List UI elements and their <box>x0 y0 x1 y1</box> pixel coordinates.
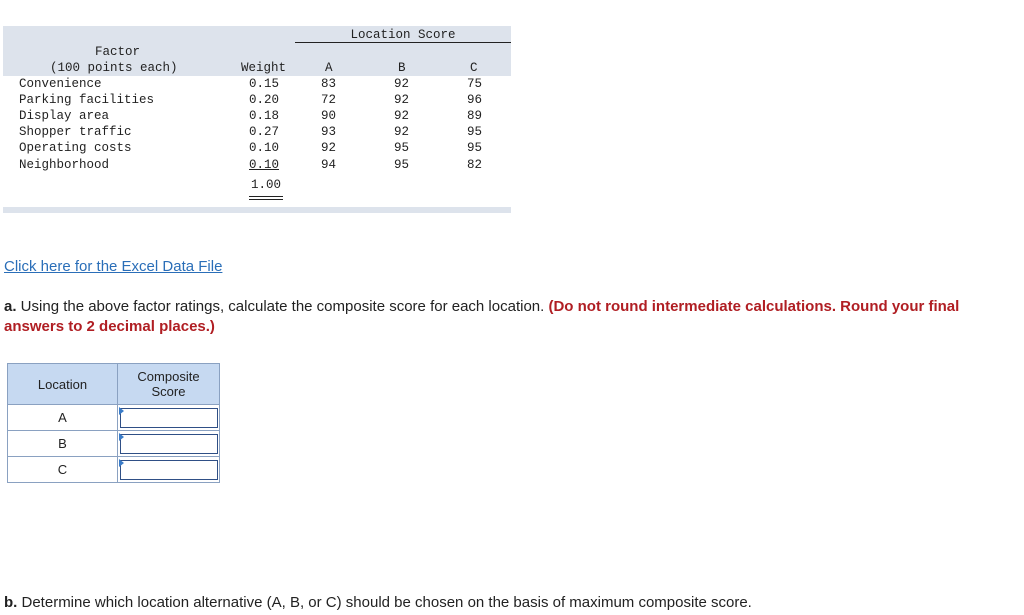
weight-value: 0.10 <box>249 141 280 155</box>
column-header-c: C <box>470 61 478 75</box>
factor-header-sub: (100 points each) <box>50 61 178 75</box>
question-a-instruction: (Do not round intermediate calculations. Round your final answers to 2 decimal places.) <box>4 298 960 335</box>
input-marker-icon <box>119 433 124 441</box>
table-row <box>8 457 220 483</box>
weight-header: Weight <box>241 61 287 75</box>
score-a: 83 <box>321 77 337 91</box>
excel-data-link[interactable]: Click here for the Excel Data File <box>4 258 223 275</box>
answer-location: B <box>8 431 118 457</box>
factor-name: Display area <box>19 109 110 123</box>
score-a: 72 <box>321 93 337 107</box>
score-c: 95 <box>467 141 483 155</box>
question-b-text: Determine which location alternative (A, B, or C) should be chosen on the basis of maximum composite score. <box>17 594 752 611</box>
score-b: 92 <box>394 77 410 91</box>
weight-value: 0.20 <box>249 93 280 107</box>
score-c: 75 <box>467 77 483 91</box>
composite-score-input-c[interactable] <box>120 460 218 480</box>
factor-header: Factor <box>95 45 141 59</box>
table-bottom-band <box>3 207 511 213</box>
weight-value: 0.18 <box>249 109 280 123</box>
factor-name: Convenience <box>19 77 102 91</box>
answer-location: C <box>8 457 118 483</box>
question-a-label: a. <box>4 298 17 315</box>
answer-table <box>7 363 220 483</box>
answer-header-score: Composite Score <box>118 364 220 405</box>
score-a: 94 <box>321 158 337 172</box>
score-b: 95 <box>394 141 410 155</box>
composite-score-input-a[interactable] <box>120 408 218 428</box>
total-weight: 1.00 <box>250 178 281 192</box>
answer-location: A <box>8 405 118 431</box>
factor-name: Operating costs <box>19 141 132 155</box>
score-b: 92 <box>394 125 410 139</box>
score-a: 93 <box>321 125 337 139</box>
score-b: 92 <box>394 109 410 123</box>
question-a <box>4 297 1014 336</box>
column-header-b: B <box>398 61 406 75</box>
score-c: 96 <box>467 93 483 107</box>
answer-score-cell <box>118 405 220 431</box>
location-score-rule <box>295 42 511 43</box>
question-b <box>4 594 752 611</box>
factor-table <box>3 26 511 213</box>
weight-value: 0.15 <box>249 77 280 91</box>
factor-name: Parking facilities <box>19 93 155 107</box>
factor-name: Neighborhood <box>19 158 110 172</box>
table-row <box>8 431 220 457</box>
weight-value: 0.10 <box>249 158 280 172</box>
question-a-text: Using the above factor ratings, calculate the composite score for each location. <box>16 298 549 315</box>
table-row <box>8 405 220 431</box>
weight-value: 0.27 <box>249 125 280 139</box>
total-double-rule <box>249 196 283 200</box>
answer-score-cell <box>118 457 220 483</box>
question-b-label: b. <box>4 594 18 611</box>
score-c: 82 <box>467 158 483 172</box>
composite-score-input-b[interactable] <box>120 434 218 454</box>
input-marker-icon <box>119 459 124 467</box>
score-b: 95 <box>394 158 410 172</box>
column-header-a: A <box>325 61 333 75</box>
score-c: 95 <box>467 125 483 139</box>
score-b: 92 <box>394 93 410 107</box>
score-a: 90 <box>321 109 337 123</box>
answer-header-location: Location <box>8 364 118 405</box>
factor-name: Shopper traffic <box>19 125 132 139</box>
input-marker-icon <box>119 407 124 415</box>
location-score-header: Location Score <box>350 28 456 42</box>
score-a: 92 <box>321 141 337 155</box>
answer-score-cell <box>118 431 220 457</box>
score-c: 89 <box>467 109 483 123</box>
